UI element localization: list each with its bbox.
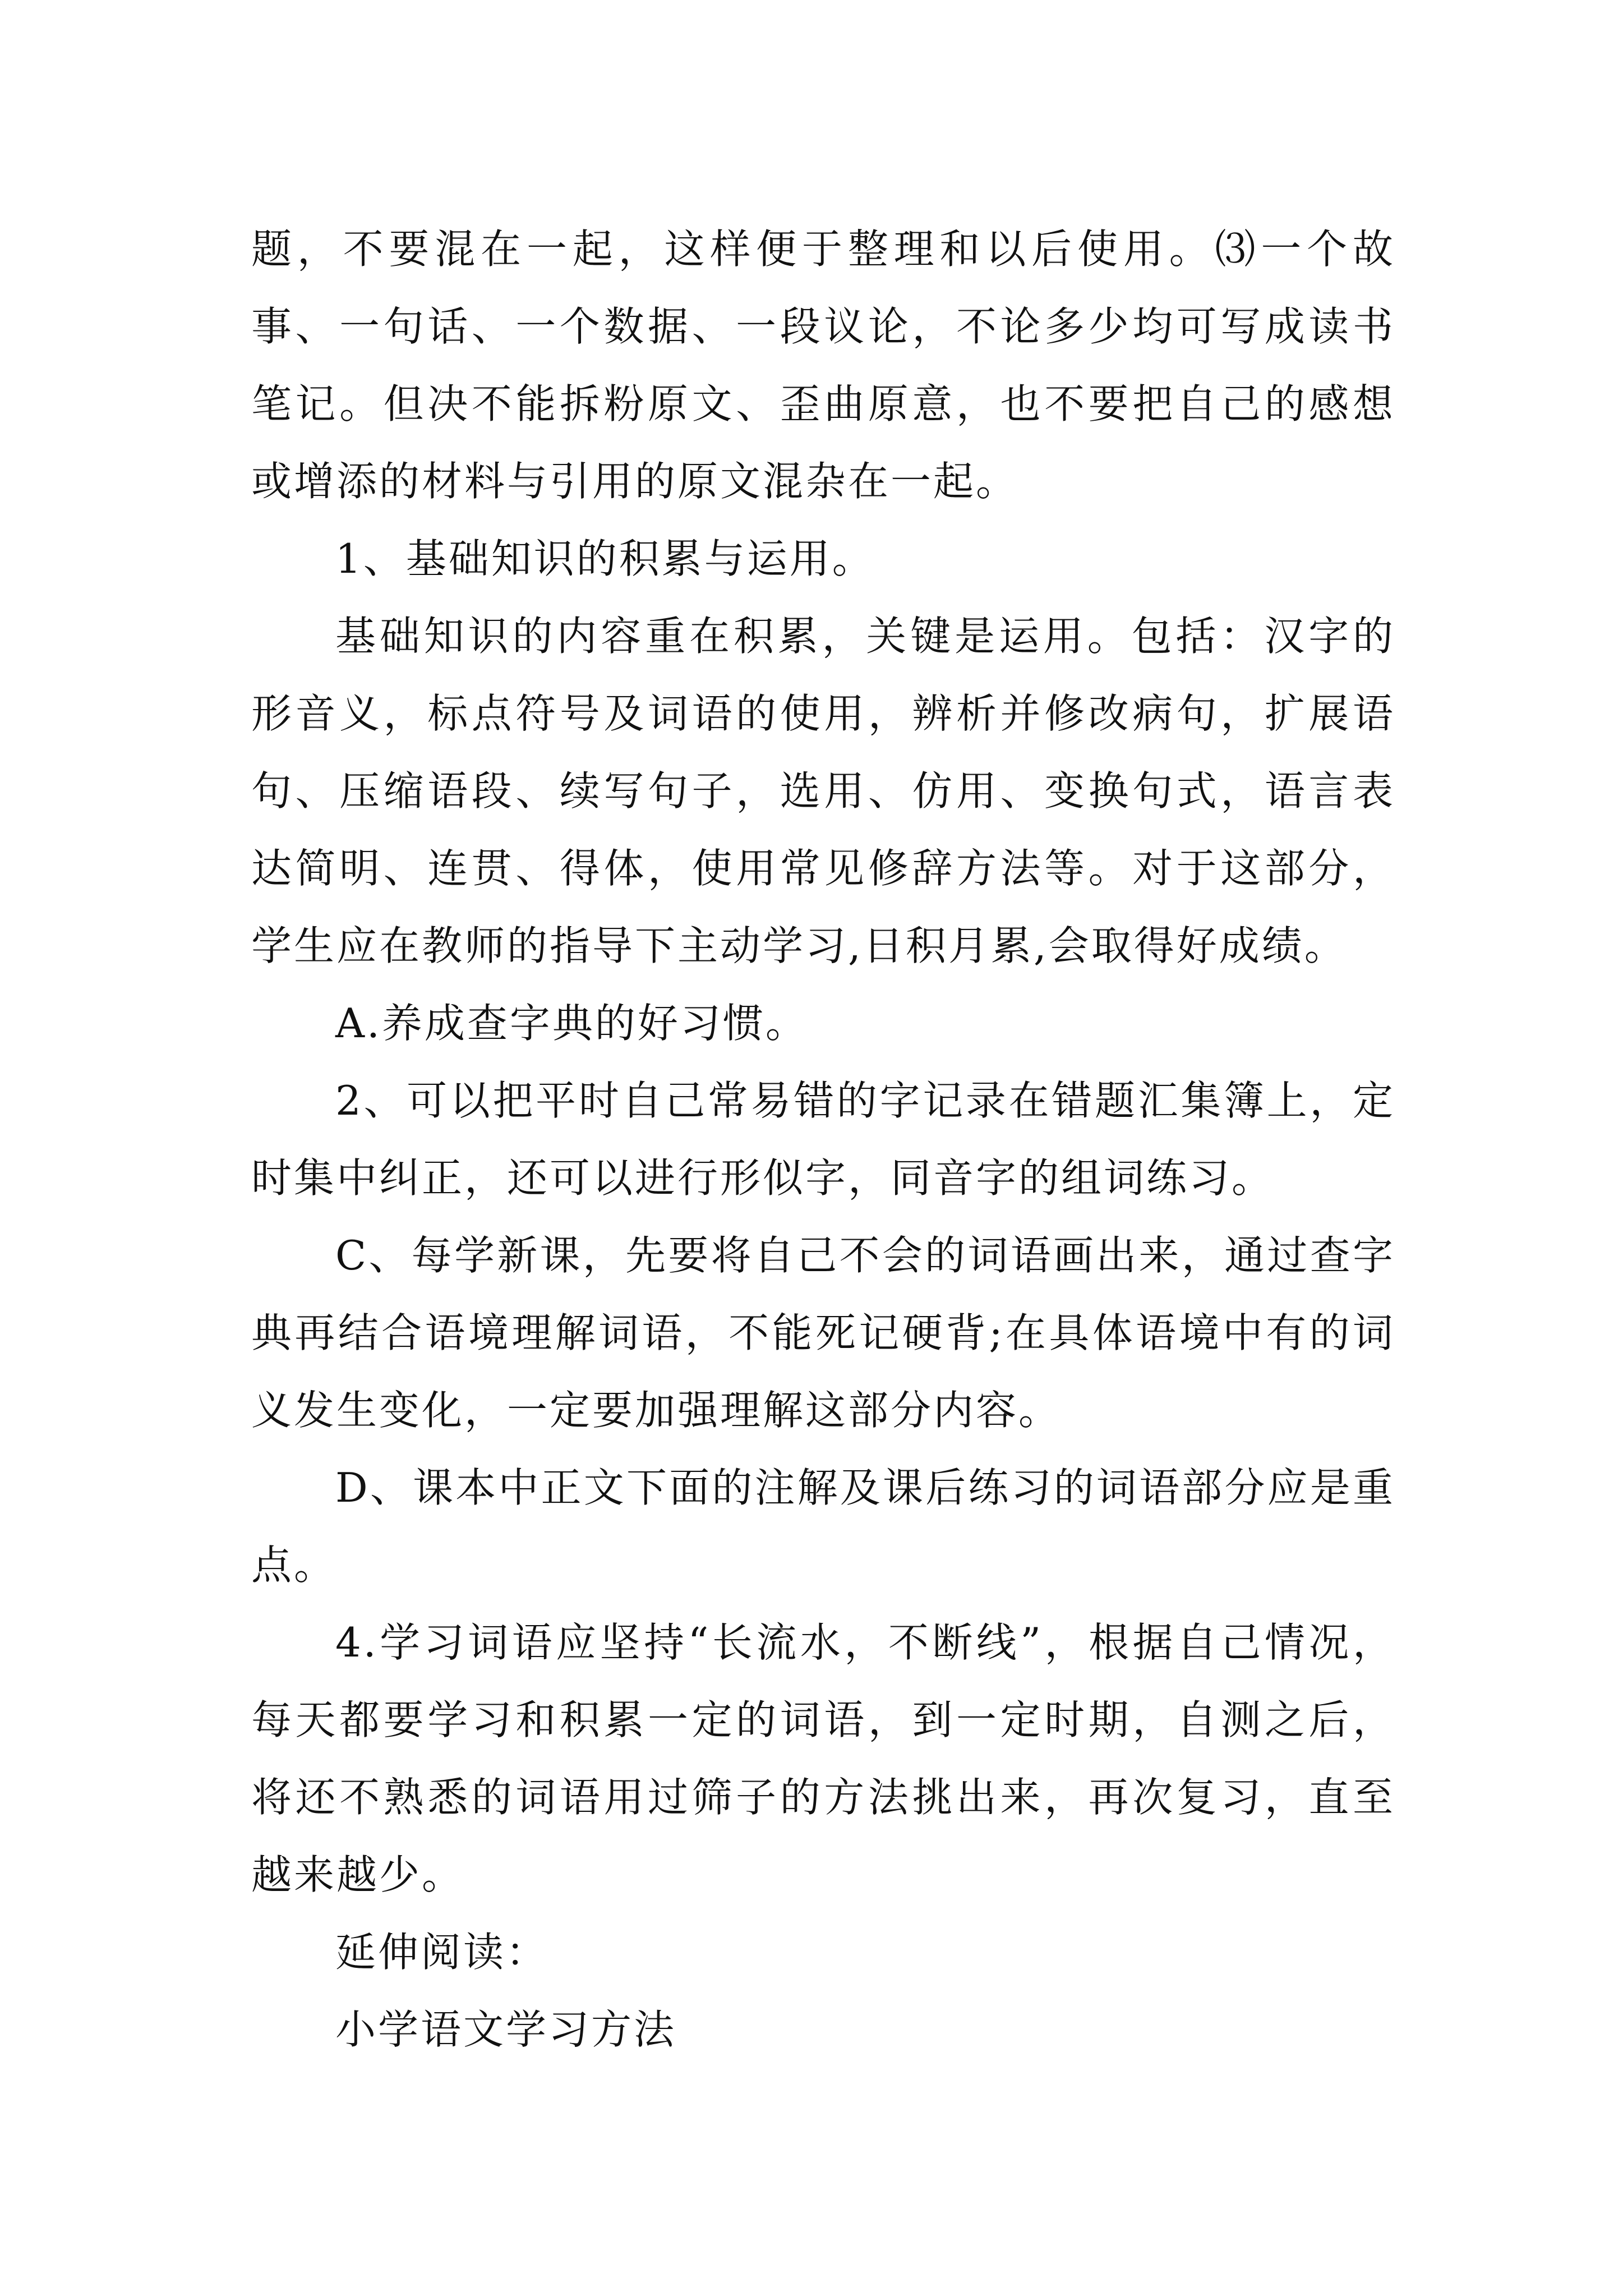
paragraph-continuation: 题，不要混在一起，这样便于整理和以后使用。⑶一个故事、一句话、一个数据、一段议论，不论多少均可写成读书笔记。但决不能拆粉原文、歪曲原意，也不要把自己的感想或增添的材料与引用的原文混杂在一起。 bbox=[251, 226, 1395, 505]
paragraph-extended-reading: 延伸阅读： bbox=[335, 1929, 549, 1976]
paragraph-item-d: D、课本中正文下面的注解及课后练习的词语部分应是重点。 bbox=[251, 1464, 1395, 1589]
paragraph-item-c: C、每学新课，先要将自己不会的词语画出来，通过查字典再结合语境理解词语，不能死记硬背;在具体语境中有的词义发生变化，一定要加强理解这部分内容。 bbox=[251, 1232, 1395, 1434]
paragraph-section-title: 小学语文学习方法 bbox=[335, 2006, 677, 2053]
paragraph-item-2: 2、可以把平时自己常易错的字记录在错题汇集簿上，定时集中纠正，还可以进行形似字，同音字的组词练习。 bbox=[251, 1077, 1395, 1202]
paragraph-basic-knowledge-content: 基础知识的内容重在积累，关键是运用。包括：汉字的形音义，标点符号及词语的使用，辨析并修改病句，扩展语句、压缩语段、续写句子，选用、仿用、变换句式，语言表达简明、连贯、得体，使用常见修辞方法等。对于这部分，学生应在教师的指导下主动学习,日积月累,会取得好成绩。 bbox=[251, 613, 1395, 969]
document-body bbox=[251, 210, 1395, 2068]
paragraph-item-a: A.养成查字典的好习惯。 bbox=[335, 1000, 808, 1047]
paragraph-heading-basic-knowledge: 1、基础知识的积累与运用。 bbox=[335, 535, 875, 582]
paragraph-item-4: 4.学习词语应坚持“长流水，不断线”，根据自己情况，每天都要学习和积累一定的词语，到一定时期，自测之后，将还不熟悉的词语用过筛子的方法挑出来，再次复习，直至越来越少。 bbox=[251, 1619, 1395, 1898]
